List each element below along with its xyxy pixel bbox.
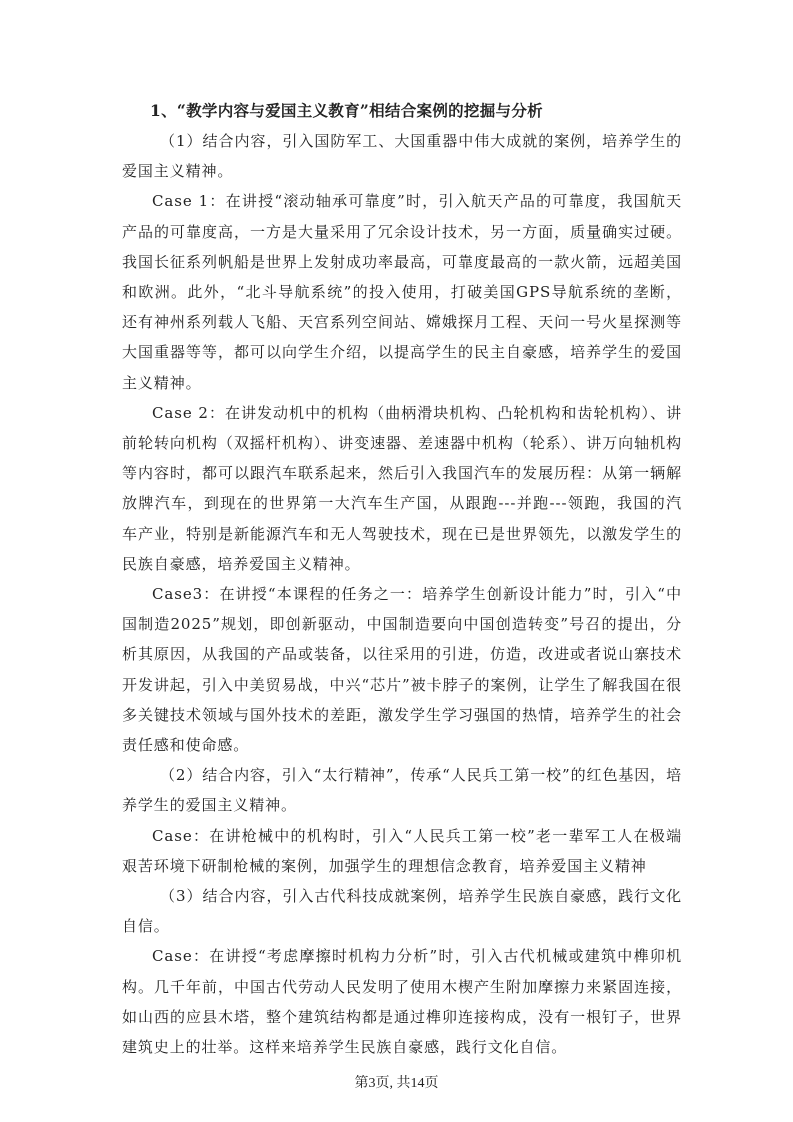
subsection-2-intro: （2）结合内容，引入“太行精神”，传承“人民兵工第一校”的红色基因，培养学生的爱国主义精神。 <box>122 766 682 815</box>
subsection-3-intro: （3）结合内容，引入古代科技成就案例，培养学生民族自豪感，践行文化自信。 <box>122 887 682 936</box>
section-heading: 1、“教学内容与爱国主义教育”相结合案例的挖掘与分析 <box>150 101 543 120</box>
document-body <box>122 96 682 1062</box>
case-1-paragraph: Case 1：在讲授“滚动轴承可靠度”时，引入航天产品的可靠度，我国航天产品的可靠度高，一方是大量采用了冗余设计技术，另一方面，质量确实过硬。我国长征系列帆船是世界上发射成功率最高，可靠度最高的一款火箭，远超美国和欧洲。此外，“北斗导航系统”的投入使用，打破美国GPS导航系统的垄断，还有神州系列载人飞船、天宫系列空间站、嫦娥探月工程、天问一号火星探测等大国重器等等，都可以向学生介绍，以提高学生的民主自豪感，培养学生的爱国主义精神。 <box>122 192 682 392</box>
subsection-1-intro: （1）结合内容，引入国防军工、大国重器中伟大成就的案例，培养学生的爱国主义精神。 <box>122 132 682 181</box>
case-firearms-paragraph: Case：在讲枪械中的机构时，引入“人民兵工第一校”老一辈军工人在极端艰苦环境下研制枪械的案例，加强学生的理想信念教育，培养爱国主义精神 <box>122 826 682 875</box>
page-number-footer: 第3页, 共14页 <box>354 1076 439 1091</box>
case-3-paragraph: Case3：在讲授“本课程的任务之一：培养学生创新设计能力”时，引入“中国制造2025”规划，即创新驱动，中国制造要向中国创造转变”号召的提出，分析其原因，从我国的产品或装备，以往采用的引进，仿造，改进或者说山寨技术开发讲起，引入中美贸易战，中兴“芯片”被卡脖子的案例，让学生了解我国在很多关键技术领域与国外技术的差距，激发学生学习强国的热情，培养学生的社会责任感和使命感。 <box>122 585 682 755</box>
case-2-paragraph: Case 2：在讲发动机中的机构（曲柄滑块机构、凸轮机构和齿轮机构）、讲前轮转向机构（双摇杆机构）、讲变速器、差速器中机构（轮系）、讲万向轴机构等内容时，都可以跟汽车联系起来，然后引入我国汽车的发展历程：从第一辆解放牌汽车，到现在的世界第一大汽车生产国，从跟跑---并跑---领跑，我国的汽车产业，特别是新能源汽车和无人驾驶技术，现在已是世界领先，以激发学生的民族自豪感，培养爱国主义精神。 <box>122 403 682 573</box>
case-friction-paragraph: Case：在讲授“考虑摩擦时机构力分析”时，引入古代机械或建筑中榫卯机构。几千年前，中国古代劳动人民发明了使用木楔产生附加摩擦力来紧固连接，如山西的应县木塔，整个建筑结构都是通过榫卯连接构成，没有一根钉子，世界建筑史上的壮举。这样来培养学生民族自豪感，践行文化自信。 <box>122 947 682 1057</box>
